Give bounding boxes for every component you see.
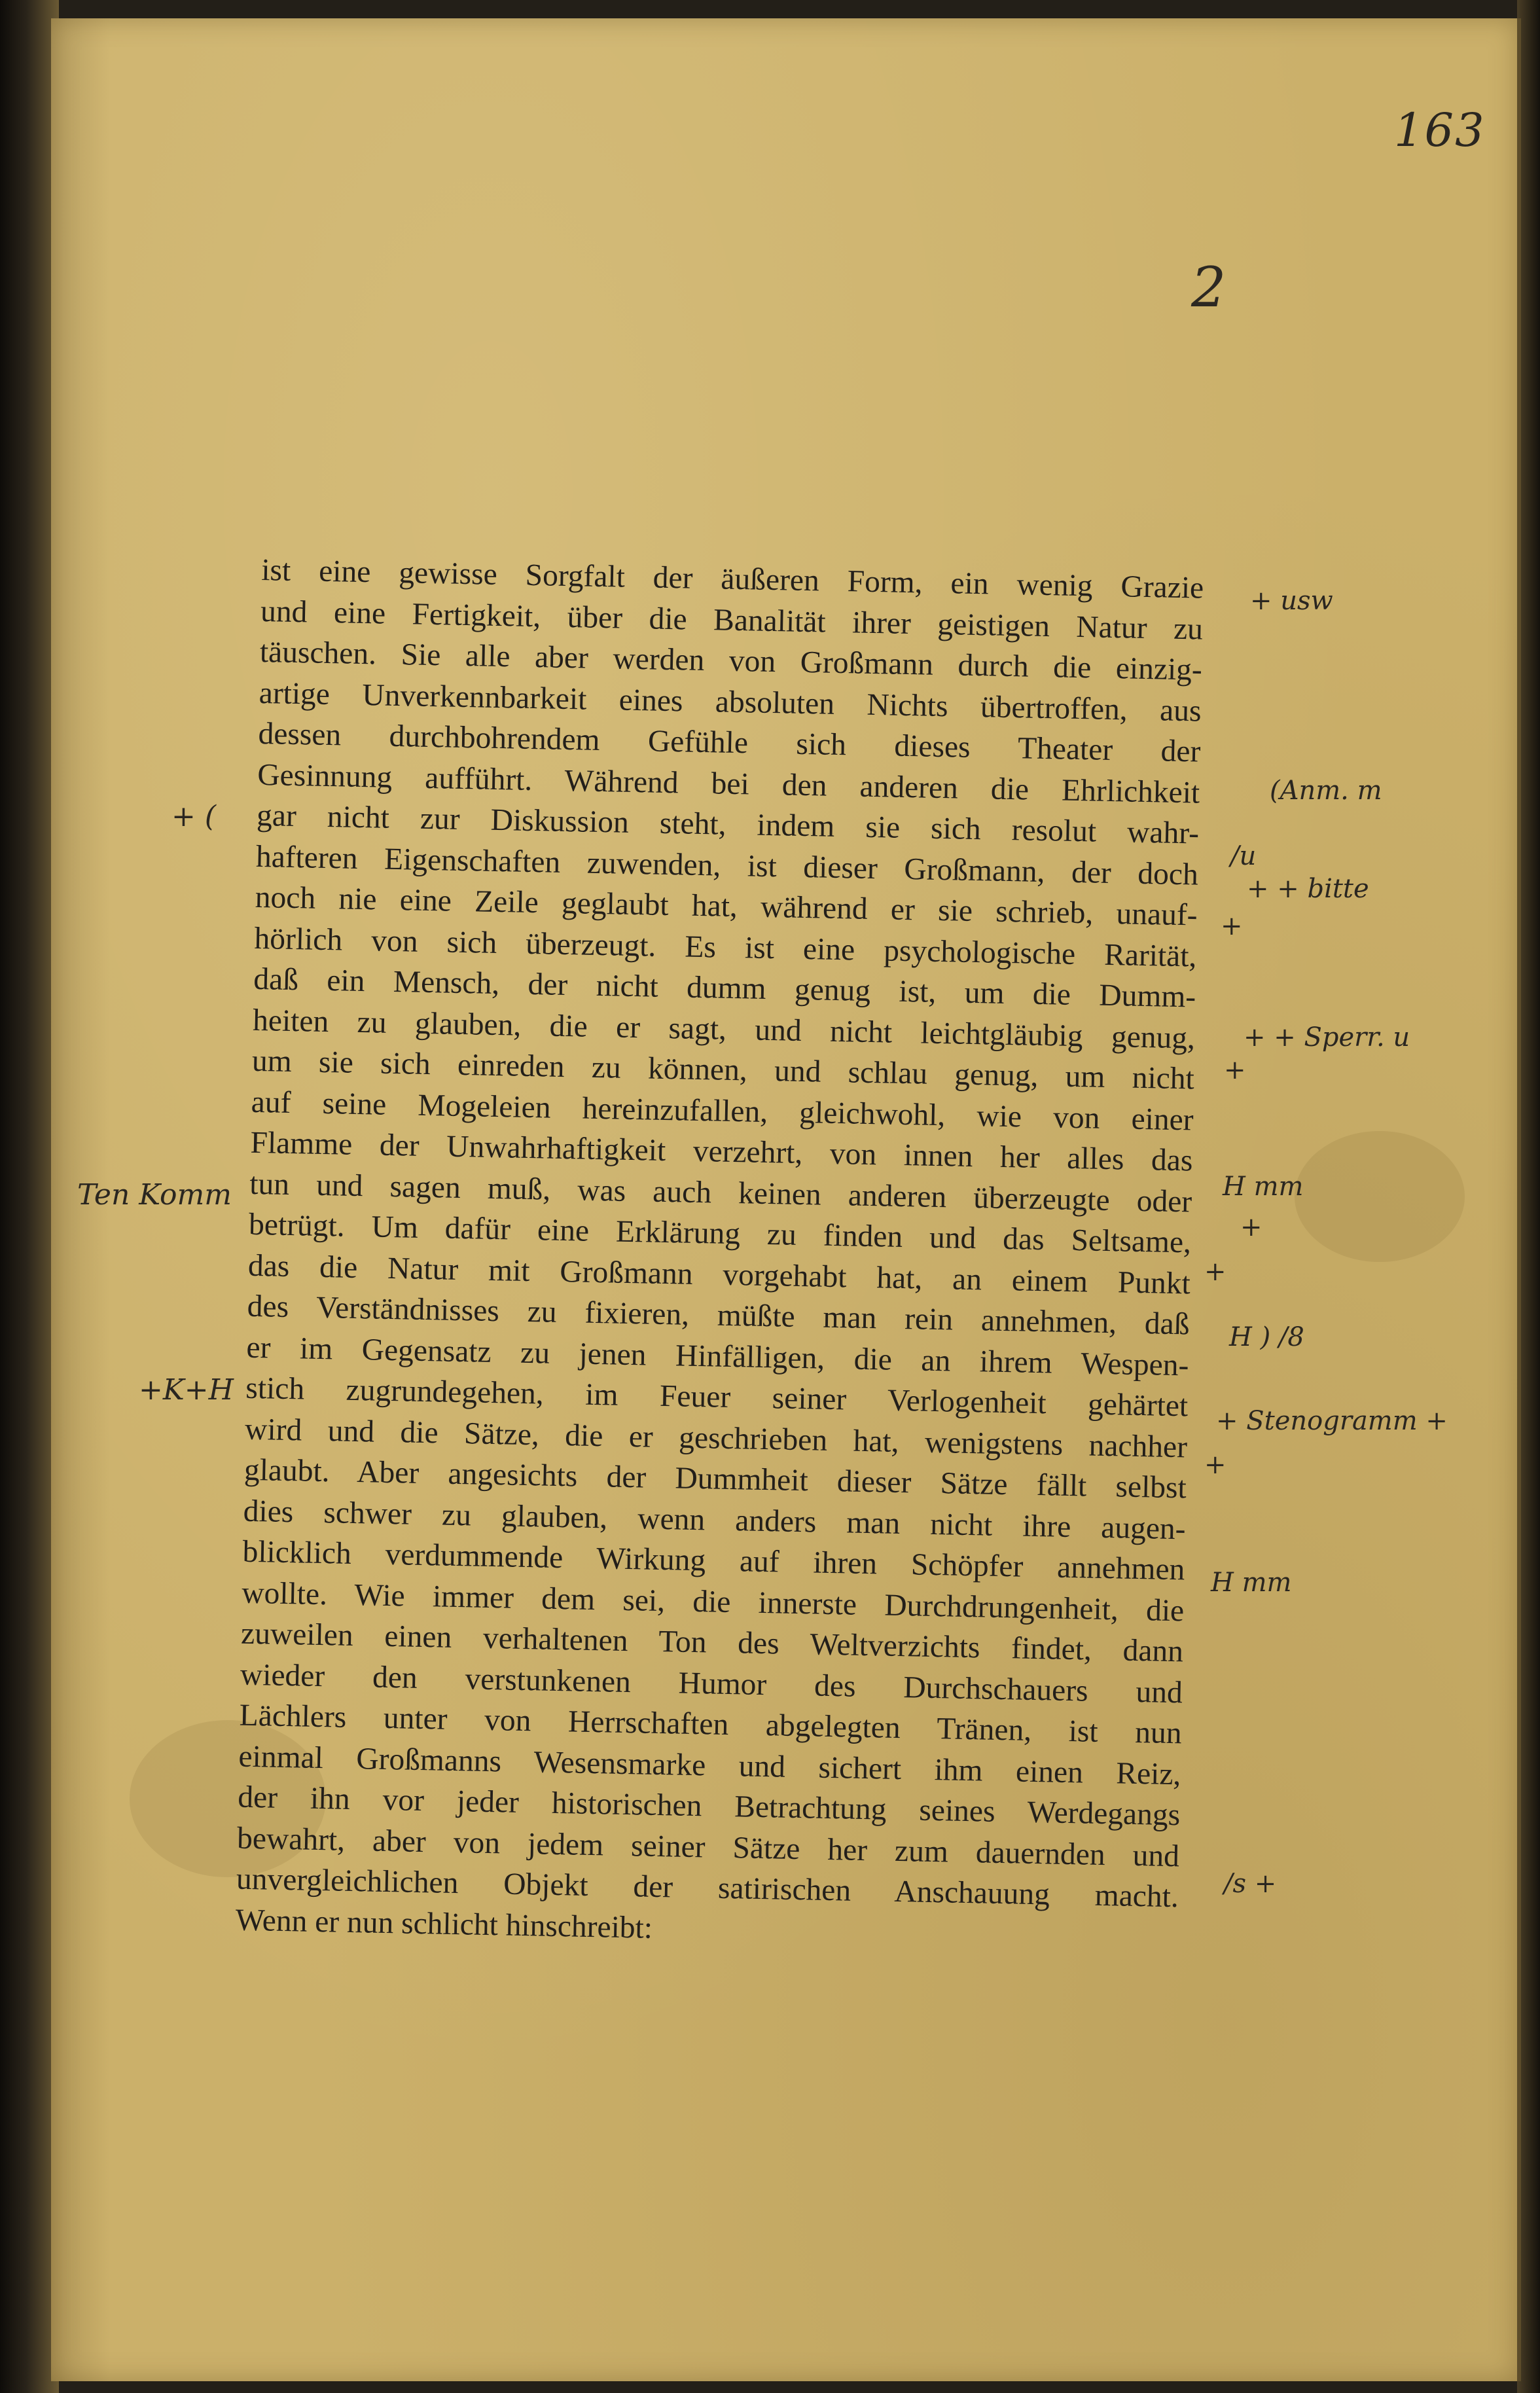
text-line: ist eine gewisse Sorgfalt der äußeren Form, ein wenig Grazie [260,552,1204,605]
text-line: wieder den verstunkenen Humor des Durchschauers und [240,1657,1183,1710]
sheet-number: 2 [1191,255,1227,319]
text-line: daß ein Mensch, der nicht dumm genug ist, um die Dumm- [253,962,1196,1015]
margin-note-right: + usw [1250,586,1333,616]
text-line: er im Gegensatz zu jenen Hinfälligen, die an ihrem Wespen- [246,1330,1189,1382]
text-line: das die Natur mit Großmann vorgehabt hat, an einem Punkt [247,1248,1191,1301]
margin-note-right: /u [1230,841,1257,871]
binding-shadow [0,0,59,2393]
text-line: bewahrt, aber von jedem seiner Sätze her zum dauernden und [236,1821,1180,1873]
paper-stain [1295,1131,1465,1262]
text-line: und eine Fertigkeit, über die Banalität ihrer geistigen Natur zu [260,594,1204,647]
text-line: dessen durchbohrendem Gefühle sich dieses Theater der [258,716,1201,769]
margin-note-left: + ( [171,800,217,833]
margin-note-right: + + bitte [1247,874,1369,904]
text-line: zuweilen einen verhaltenen Ton des Weltverzichts findet, dann [240,1616,1184,1669]
margin-note-right: /s + [1224,1869,1277,1899]
text-line: betrügt. Um dafür eine Erklärung zu finden und das Seltsame, [248,1207,1192,1260]
text-line: um sie sich einreden zu können, und schlau genug, um nicht [251,1043,1195,1096]
margin-note-right: H mm [1223,1172,1304,1202]
margin-note-right: + [1221,911,1243,941]
margin-note-right: + [1204,1450,1227,1480]
text-line: artige Unverkennbarkeit eines absoluten Nichts übertroffen, aus [259,675,1202,729]
typescript-body [235,550,1204,1958]
folio-number: 163 [1394,103,1486,157]
text-line: hafteren Eigenschaften zuwenden, ist dieser Großmann, der doch [255,839,1199,892]
text-line: noch nie eine Zeile geglaubt hat, während er sie schrieb, unauf- [255,880,1198,933]
text-line: dies schwer zu glauben, wenn anders man nicht ihre augen- [243,1494,1187,1546]
text-line: täuschen. Sie alle aber werden von Großmann durch die einzig- [259,634,1203,687]
text-line: der ihn vor jeder historischen Betrachtung seines Werdegangs [237,1780,1181,1833]
text-line: tun und sagen muß, was auch keinen anderen überzeugte oder [249,1166,1192,1219]
text-line: Flamme der Unwahrhaftigkeit verzehrt, von innen her alles das [250,1125,1193,1178]
text-line: des Verständnisses zu fixieren, müßte man rein annehmen, daß [247,1289,1191,1342]
text-line: glaubt. Aber angesichts der Dummheit dieser Sätze fällt selbst [243,1452,1187,1505]
margin-note-right: H mm [1211,1568,1292,1598]
text-line: hörlich von sich überzeugt. Es ist eine psychologische Rarität, [254,921,1197,974]
margin-note-left: +K+H [139,1373,234,1407]
text-line: stich zugrundegehen, im Feuer seiner Verlogenheit gehärtet [245,1371,1189,1424]
text-line: Gesinnung aufführt. Während bei den anderen die Ehrlichkeit [257,757,1200,810]
margin-note-left: Ten Komm [77,1178,232,1212]
margin-note-right: (Anm. m [1270,776,1382,806]
text-line: einmal Großmanns Wesensmarke und sichert ihm einen Reiz, [238,1739,1181,1791]
margin-note-right: + [1224,1055,1246,1085]
text-line: Lächlers unter von Herrschaften abgelegten Tränen, ist nun [239,1698,1183,1751]
text-line: wollte. Wie immer dem sei, die innerste Durchdrungenheit, die [241,1575,1185,1628]
margin-note-right: + + Sperr. u [1244,1022,1410,1053]
margin-note-right: + Stenogramm + [1216,1406,1448,1436]
text-line: gar nicht zur Diskussion steht, indem sie sich resolut wahr- [256,798,1200,851]
text-line: heiten zu glauben, die er sagt, und nicht leichtgläubig genug, [252,1003,1196,1056]
text-line: blicklich verdummende Wirkung auf ihren Schöpfer annehmen [242,1534,1185,1587]
text-line: auf seine Mogeleien hereinzufallen, gleichwohl, wie von einer [251,1085,1194,1137]
text-line: wird und die Sätze, die er geschrieben hat, wenigstens nachher [244,1412,1188,1464]
margin-note-right: H ) /8 [1229,1322,1304,1352]
text-line-last: Wenn er nun schlicht hinschreibt: [235,1903,653,1945]
margin-note-right: + [1204,1257,1227,1287]
margin-note-right: + [1240,1212,1262,1242]
text-line: unvergleichlichen Objekt der satirischen Anschauung macht. [236,1862,1179,1915]
